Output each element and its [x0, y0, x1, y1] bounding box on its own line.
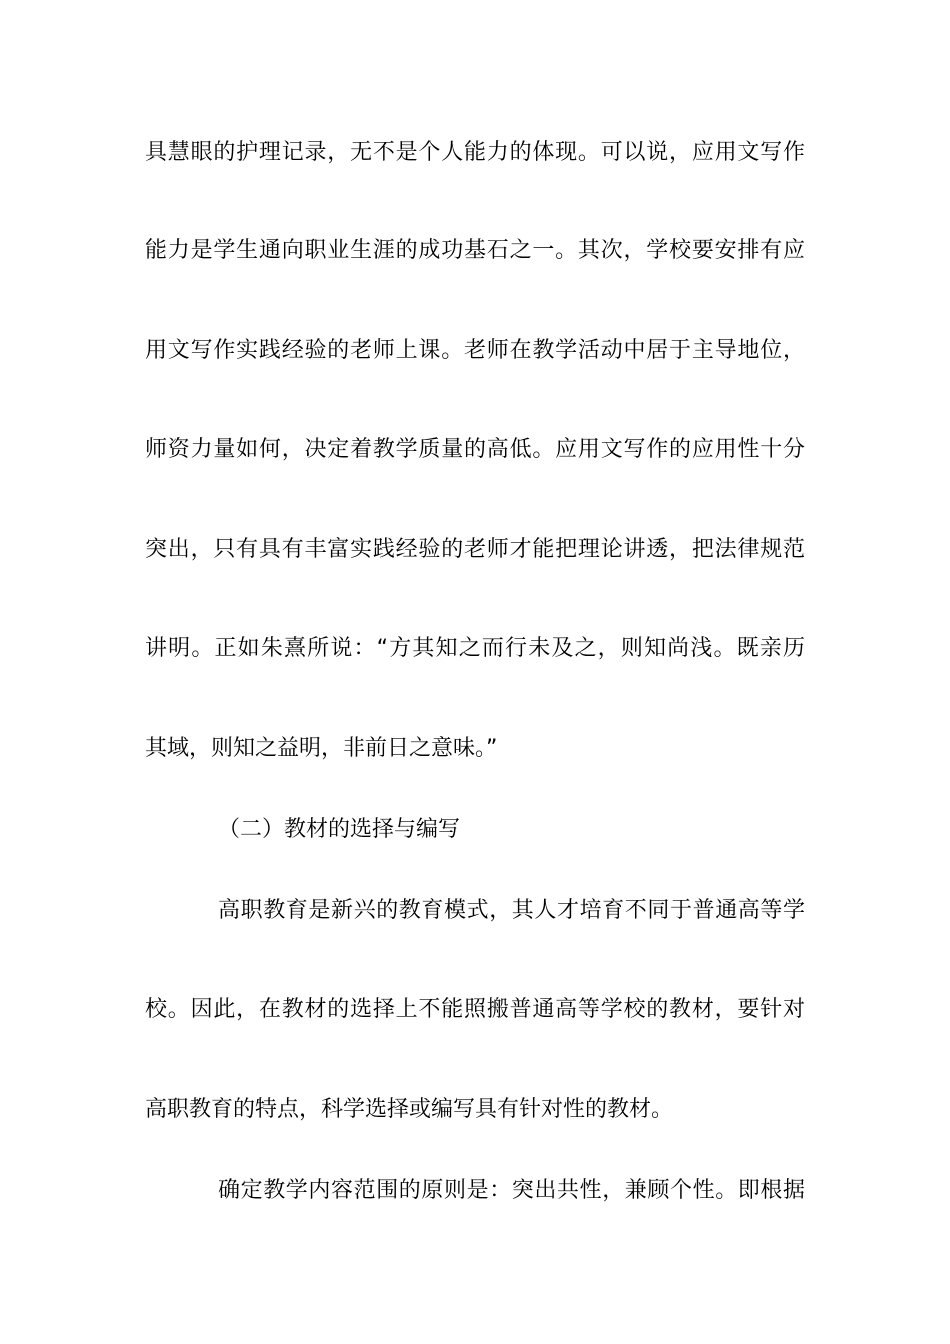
body-text-line: 突出，只有具有丰富实践经验的老师才能把理论讲透，把法律规范	[145, 537, 805, 562]
body-text-line: 能力是学生通向职业生涯的成功基石之一。其次，学校要安排有应	[145, 238, 805, 263]
section-heading: （二）教材的选择与编写	[218, 817, 461, 842]
body-text-line: 高职教育是新兴的教育模式，其人才培育不同于普通高等学	[218, 898, 805, 923]
body-text-line: 具慧眼的护理记录，无不是个人能力的体现。可以说，应用文写作	[145, 140, 805, 165]
body-text-line: 讲明。正如朱熹所说：“方其知之而行未及之，则知尚浅。既亲历	[145, 636, 805, 661]
body-text-line: 用文写作实践经验的老师上课。老师在教学活动中居于主导地位，	[145, 338, 805, 363]
body-text-line: 其域，则知之益明，非前日之意味。”	[145, 736, 498, 761]
body-text-line: 校。因此，在教材的选择上不能照搬普通高等学校的教材，要针对	[145, 997, 805, 1022]
body-text-line: 高职教育的特点，科学选择或编写具有针对性的教材。	[145, 1097, 674, 1122]
body-text-line: 师资力量如何，决定着教学质量的高低。应用文写作的应用性十分	[145, 437, 805, 462]
body-text-line: 确定教学内容范围的原则是：突出共性，兼顾个性。即根据	[218, 1178, 805, 1203]
